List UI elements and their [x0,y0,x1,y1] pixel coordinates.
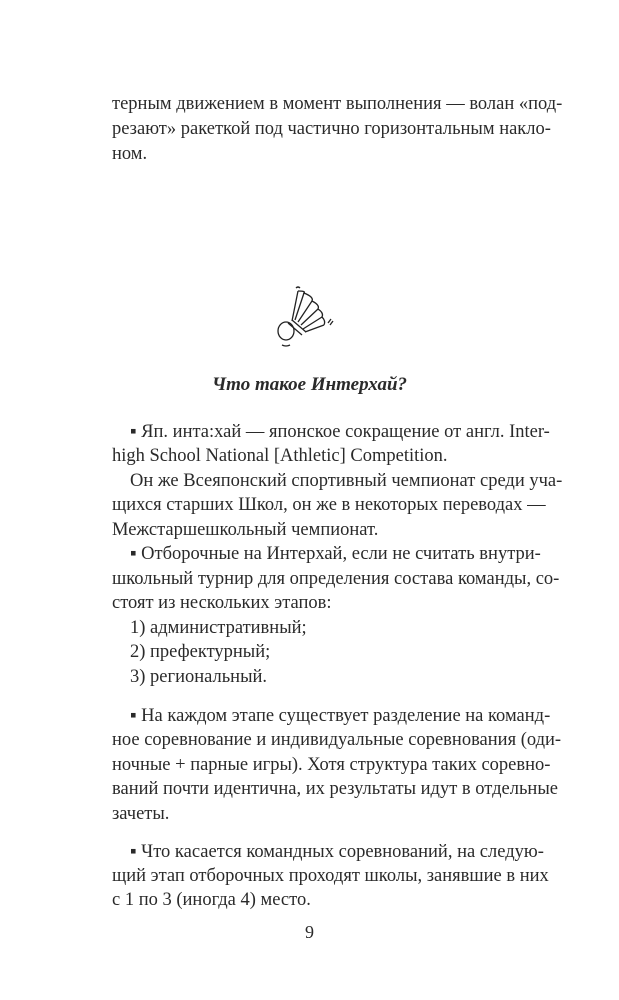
text-line: Межстаршешкольный чемпионат. [112,520,379,540]
text-line: щихся старших Школ, он же в некоторых переводах — [112,495,546,515]
text-line: high School National [Athletic] Competition. [112,446,448,466]
list-item: 3) региональный. [130,667,268,687]
text-line: щий этап отборочных проходят школы, занявшие в них [112,866,549,886]
list-item: 1) административный; [130,618,307,638]
section-heading: Что такое Интерхай? [211,374,408,395]
text-line: терным движением в момент выполнения — волан «под- [112,94,563,114]
list-item: 2) префектурный; [130,642,271,662]
text-line: с 1 по 3 (иногда 4) место. [112,890,311,910]
text-line: школьный турнир для определения состава команды, со- [112,569,560,589]
text-line: ▪ На каждом этапе существует разделение на команд- [130,706,551,726]
text-line: ▪ Что касается командных соревнований, на следую- [130,842,544,862]
text-line: ночные + парные игры). Хотя структура таких соревно- [112,755,551,775]
text-line: ▪ Отборочные на Интерхай, если не считать внутри- [130,544,541,564]
shuttlecock-icon [270,285,345,350]
text-line: резают» ракеткой под частично горизонтальным накло- [112,119,551,139]
text-line: зачеты. [112,804,170,824]
text-line: ▪ Яп. инта:хай — японское сокращение от англ. Inter- [130,422,550,442]
text-line: ваний почти идентична, их результаты идут в отдельные [112,779,558,799]
text-line: ное соревнование и индивидуальные соревнования (оди- [112,730,562,750]
text-line: ном. [112,144,148,164]
page-number: 9 [305,922,314,942]
text-line: стоят из нескольких этапов: [112,593,332,613]
text-line: Он же Всеяпонский спортивный чемпионат среди уча- [130,471,563,491]
